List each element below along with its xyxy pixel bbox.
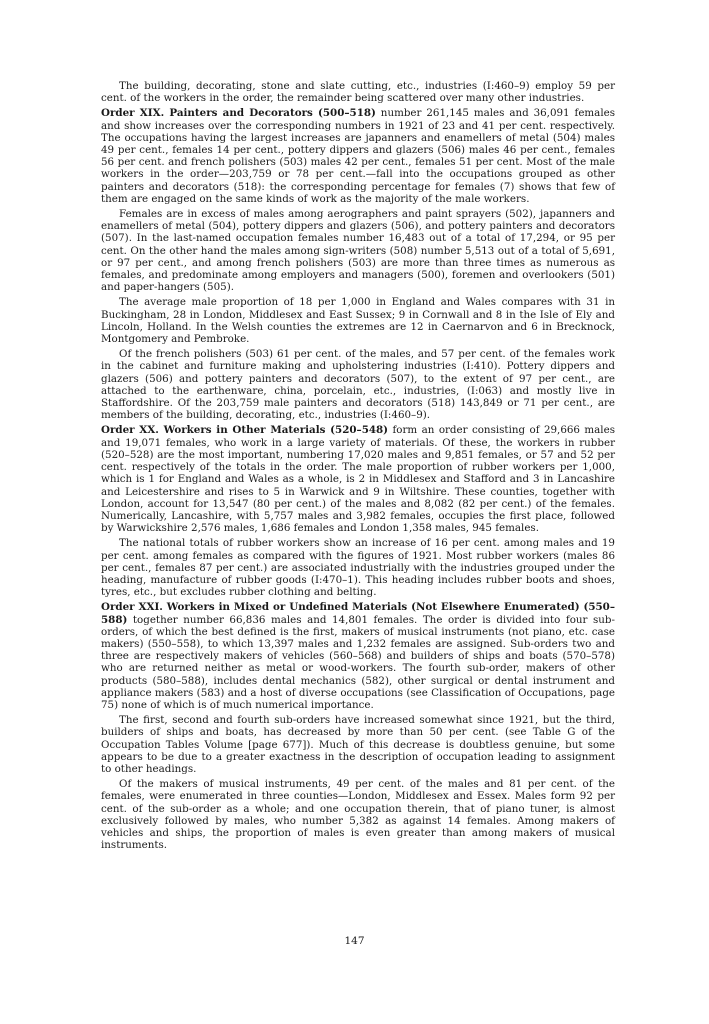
paragraph-male-proportion: The average male proportion of 18 per 1,000 in England and Wales compares with 31 in Buckingham, 28 in London, Middlesex and East Sussex; 9 in Cornwall and 8 in the Isle of Ely and Lincoln, Holland. In the Welsh counties the extremes are 12 in Caernarvon and 6 in Brecknock, Montgomery and Pembroke. xyxy=(101,296,615,346)
paragraph-french-polishers: Of the french polishers (503) 61 per cent. of the males, and 57 per cent. of the females work in the cabinet and furniture making and upholstering industries (I:410). Pottery dippers and glazers (506) and pottery painters and decorators (507), to the extent of 97 per cent., are attached to the earthenware, china, porcelain, etc., industries, (I:063) and mostly live in Staffordshire. Of the 203,759 male painters and decorators (518) 143,849 or 71 per cent., are members of the building, decorating, etc., industries (I:460–9). xyxy=(101,348,615,422)
order-xxi-body: together number 66,836 males and 14,801 females. The order is divided into four sub-orders, of which the best defined is the first, makers of musical instruments (not piano, etc. case makers) (550–558), to which 13,397 males and 1,232 females are assigned. Sub-orders two and three are respectively makers of vehicles (560–568) and builders of ships and boats (570–578) who are returned neither as metal or wood-workers. The fourth sub-order, makers of other products (580–588), includes dental mechanics (582), other surgical or dental instrument and appliance makers (583) and a host of diverse occupations (see Classification of Occupations, page 75) none of which is of much numerical importance. xyxy=(101,613,615,711)
paragraph-building-industries: The building, decorating, stone and slate cutting, etc., industries (I:460–9) employ 59 per cent. of the workers in the order, the remainder being scattered over many other industries. xyxy=(101,80,615,105)
paragraph-sub-orders: The first, second and fourth sub-orders have increased somewhat since 1921, but the third, builders of ships and boats, has decreased by more than 50 per cent. (see Table G of the Occupation Tables Volume [page 677]). Much of this decrease is doubtless genuine, but some appears to be due to a greater exactness in the description of occupation leading to assignment to other headings. xyxy=(101,714,615,775)
page-number: 147 xyxy=(344,935,365,947)
paragraph-musical-instruments: Of the makers of musical instruments, 49 per cent. of the males and 81 per cent. of the females, were enumerated in three counties—London, Middlesex and Essex. Males form 92 per cent. of the sub-order as a whole; and one occupation therein, that of piano tuner, is almost exclusively followed by males, who number 5,382 as against 14 females. Among makers of vehicles and ships, the proportion of males is even greater than among makers of musical instruments. xyxy=(101,778,615,852)
paragraph-order-xxi xyxy=(101,601,615,711)
order-xx-body: form an order consisting of 29,666 males and 19,071 females, who work in a large variety of materials. Of these, the workers in rubber (520–528) are the most important, numbering 17,020 males and 9,851 females, or 57 and 52 per cent. respectively of the totals in the order. The male proportion of rubber workers per 1,000, which is 1 for England and Wales as a whole, is 2 in Middlesex and Stafford and 3 in Lancashire and Leicestershire and rises to 5 in Warwick and 9 in Wiltshire. These counties, together with London, account for 13,547 (80 per cent.) of the males and 8,082 (82 per cent.) of the females. Numerically, Lancashire, with 5,757 males and 3,982 females, occupies the first place, followed by Warwickshire 2,576 males, 1,686 females and London 1,358 males, 945 females. xyxy=(101,424,615,535)
paragraph-order-xix xyxy=(101,107,615,205)
order-xx-heading: Order XX. Workers in Other Materials (520–548) xyxy=(101,424,389,437)
paragraph-rubber-workers: The national totals of rubber workers show an increase of 16 per cent. among males and 19 per cent. among females as compared with the figures of 1921. Most rubber workers (males 86 per cent., females 87 per cent.) are associated industrially with the industries grouped under the heading, manufacture of rubber goods (I:470–1). This heading includes rubber boots and shoes, tyres, etc., but excludes rubber clothing and belting. xyxy=(101,537,615,599)
order-xix-heading: Order XIX. Painters and Decorators (500–518) xyxy=(101,107,376,120)
paragraph-order-xx xyxy=(101,424,615,534)
order-xix-body: number 261,145 males and 36,091 females and show increases over the corresponding numbers in 1921 of 23 and 41 per cent. respectively. The occupations having the largest increases are japanners and enamellers of metal (504) males 49 per cent., females 14 per cent., pottery dippers and glazers (506) males 46 per cent., females 56 per cent. and french polishers (503) males 42 per cent., females 51 per cent. Most of the male workers in the order—203,759 or 78 per cent.—fall into the occupations grouped as other painters and decorators (518): the corresponding percentage for females (7) shows that few of them are engaged on the same kinds of work as the majority of the male workers. xyxy=(101,107,615,205)
paragraph-females-excess: Females are in excess of males among aerographers and paint sprayers (502), japanners and enamellers of metal (504), pottery dippers and glazers (506), and pottery painters and decorators (507). In the last-named occupation females number 16,483 out of a total of 17,294, or 95 per cent. On the other hand the males among sign-writers (508) number 5,513 out of a total of 5,691, or 97 per cent., and among french polishers (503) are more than three times as numerous as females, and predominate among employers and managers (500), foremen and overlookers (501) and paper-hangers (505). xyxy=(101,208,615,294)
order-xxi-heading: Order XXI. Workers in Mixed or Undefined Materials (Not Elsewhere Enumerated) (550–588) xyxy=(101,601,615,626)
